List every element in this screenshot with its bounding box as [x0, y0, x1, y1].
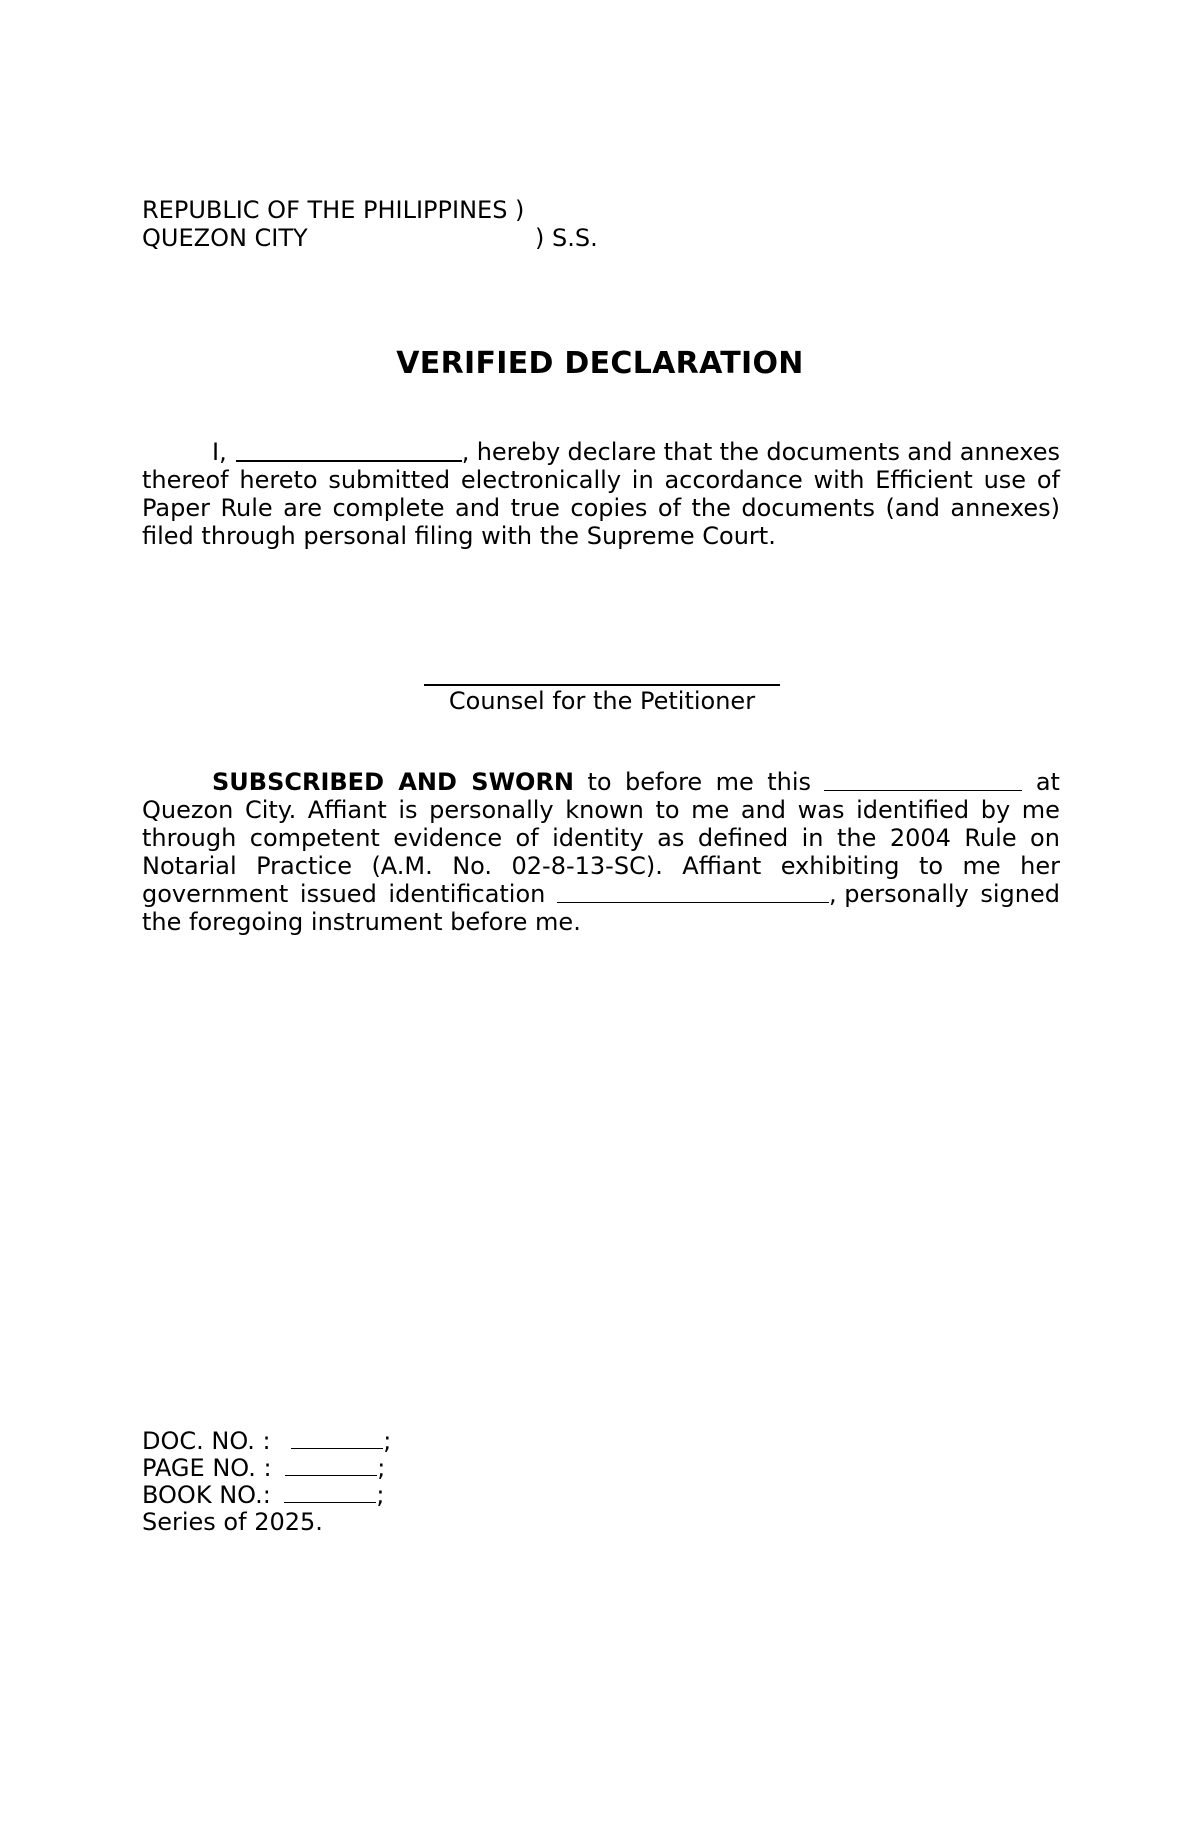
- jurat-l2-word-8: and: [740, 796, 787, 824]
- page-no-blank: [285, 1455, 377, 1476]
- declaration-pronoun: I,: [212, 438, 227, 466]
- signature-caption: Counsel for the Petitioner: [448, 687, 756, 715]
- declaration-line-1: [142, 438, 1060, 466]
- declaration-l3-word-5: true: [510, 494, 560, 522]
- jurat-l5-word-0: government: [142, 880, 289, 908]
- declaration-l1-fragment: documents: [766, 438, 900, 466]
- jurat-l1-end: at: [1035, 768, 1060, 796]
- declaration-l3-word-6: copies: [570, 494, 648, 522]
- declaration-l2-word-7: Efficient: [875, 466, 973, 494]
- jurat-l3-word-4: identity: [552, 824, 644, 852]
- page-no-row: [142, 1455, 391, 1482]
- jurat-l4-word-6: exhibiting: [780, 852, 900, 880]
- declaration-paragraph: [142, 438, 1060, 550]
- jurat-l3-word-1: competent: [249, 824, 380, 852]
- declaration-l1-fragment: ,: [461, 438, 470, 466]
- jurat-l4-word-8: me: [962, 852, 1001, 880]
- notarial-register-block: [142, 1428, 391, 1536]
- declarant-name-blank: [236, 438, 462, 462]
- declaration-l2-word-6: with: [813, 466, 865, 494]
- doc-no-blank: [291, 1428, 383, 1449]
- jurat-l2-word-11: by: [980, 796, 1011, 824]
- declaration-l1-rest: [462, 438, 1060, 466]
- jurat-l2-word-4: personally: [429, 796, 554, 824]
- declaration-l2-word-1: hereto: [239, 466, 318, 494]
- jurat-l3-word-6: defined: [697, 824, 789, 852]
- jurat-l2-word-10: identified: [856, 796, 970, 824]
- declaration-line-4: [142, 522, 1060, 550]
- declaration-l3-word-7: of: [657, 494, 682, 522]
- venue-city-text: QUEZON CITY: [142, 224, 308, 252]
- declaration-l2-word-4: in: [631, 466, 654, 494]
- jurat-l3-word-0: through: [142, 824, 237, 852]
- jurat-l1-word-1: before: [624, 768, 703, 796]
- declaration-l4-text: filed through personal filing with the Supreme Court.: [142, 522, 776, 550]
- declaration-l2-word-0: thereof: [142, 466, 229, 494]
- jurat-paragraph: [142, 768, 1060, 936]
- jurat-line-4: [142, 852, 1060, 880]
- jurat-l3-word-9: 2004: [889, 824, 951, 852]
- jurat-l4-word-4: 02-8-13-SC).: [511, 852, 663, 880]
- jurat-l2-word-7: me: [691, 796, 730, 824]
- jurat-l2-word-1: City.: [244, 796, 297, 824]
- declaration-l3-word-0: Paper: [142, 494, 210, 522]
- jurat-l4-word-2: (A.M.: [371, 852, 433, 880]
- jurat-line-5: [142, 880, 1060, 908]
- declaration-l3-word-2: are: [283, 494, 322, 522]
- declaration-l1-fragment: hereby: [476, 438, 561, 466]
- declaration-l3-word-9: documents: [741, 494, 875, 522]
- declaration-l1-fragment: the: [719, 438, 760, 466]
- page-no-terminator: ;: [377, 1454, 386, 1482]
- jurat-l2-word-5: known: [565, 796, 644, 824]
- venue-city: [142, 224, 742, 252]
- declaration-l2-word-5: accordance: [664, 466, 803, 494]
- jurat-l2-word-2: Affiant: [307, 796, 387, 824]
- doc-no-label: DOC. NO. :: [142, 1427, 271, 1455]
- doc-no-terminator: ;: [383, 1427, 392, 1455]
- jurat-l4-word-0: Notarial: [142, 852, 237, 880]
- document-title-text: VERIFIED DECLARATION: [396, 346, 804, 381]
- jurat-l2-word-3: is: [398, 796, 418, 824]
- jurat-l2-word-12: me: [1021, 796, 1060, 824]
- signature-block: [424, 684, 780, 715]
- declaration-l3-word-8: the: [691, 494, 731, 522]
- jurat-l5-word-2: identification: [388, 880, 546, 908]
- doc-no-row: [142, 1428, 391, 1455]
- jurat-l4-word-7: to: [919, 852, 944, 880]
- document-title: [0, 346, 1200, 381]
- venue-ss: ) S.S.: [535, 224, 598, 252]
- date-blank: [824, 768, 1022, 791]
- jurat-l3-word-3: of: [515, 824, 539, 852]
- declaration-l3-word-4: and: [455, 494, 501, 522]
- jurat-l3-word-11: on: [1030, 824, 1060, 852]
- jurat-l3-word-7: in: [801, 824, 824, 852]
- declaration-l3-word-10: (and: [885, 494, 940, 522]
- declaration-l2-word-2: submitted: [328, 466, 451, 494]
- jurat-l3-word-10: Rule: [964, 824, 1017, 852]
- declaration-l1-fragment: that: [663, 438, 713, 466]
- jurat-l1-word-3: this: [767, 768, 811, 796]
- declaration-l1-fragment: declare: [567, 438, 657, 466]
- jurat-l3-word-2: evidence: [393, 824, 503, 852]
- jurat-l4-word-1: Practice: [256, 852, 352, 880]
- jurat-l3-word-5: as: [657, 824, 685, 852]
- jurat-l4-word-3: No.: [452, 852, 493, 880]
- series-text: Series of 2025.: [142, 1508, 323, 1536]
- jurat-l2-word-9: was: [797, 796, 845, 824]
- declaration-line-3: [142, 494, 1060, 522]
- jurat-bold-heading: SUBSCRIBED AND SWORN: [212, 768, 575, 796]
- jurat-l4-word-5: Affiant: [682, 852, 762, 880]
- jurat-line-3: [142, 824, 1060, 852]
- declaration-l2-word-3: electronically: [460, 466, 622, 494]
- declaration-line-2: [142, 466, 1060, 494]
- jurat-line-6: [142, 908, 1060, 936]
- signature-line: [424, 684, 780, 686]
- identification-blank: [557, 880, 829, 903]
- venue-country: [142, 196, 742, 224]
- jurat-l5-word-1: issued: [299, 880, 377, 908]
- jurat-l3-word-8: the: [836, 824, 877, 852]
- book-no-label: BOOK NO.:: [142, 1481, 271, 1509]
- book-no-terminator: ;: [376, 1481, 385, 1509]
- declaration-l3-word-3: complete: [332, 494, 445, 522]
- venue-block: [142, 196, 742, 252]
- declaration-l1-fragment: annexes: [959, 438, 1060, 466]
- page-no-label: PAGE NO. :: [142, 1454, 272, 1482]
- jurat-l2-word-6: to: [655, 796, 680, 824]
- declaration-l2-word-9: of: [1036, 466, 1060, 494]
- declaration-l2-word-8: use: [983, 466, 1027, 494]
- book-no-row: [142, 1482, 391, 1509]
- series-row: [142, 1509, 391, 1536]
- declaration-l1-fragment: and: [907, 438, 953, 466]
- jurat-l1-word-2: me: [715, 768, 754, 796]
- declaration-l3-word-11: annexes): [950, 494, 1060, 522]
- jurat-l4-word-9: her: [1020, 852, 1060, 880]
- book-no-blank: [284, 1482, 376, 1503]
- jurat-l2-word-0: Quezon: [142, 796, 234, 824]
- jurat-l6-text: the foregoing instrument before me.: [142, 908, 581, 936]
- jurat-l5-word-3: , personally: [828, 880, 969, 908]
- jurat-line-2: [142, 796, 1060, 824]
- jurat-l5-word-4: signed: [980, 880, 1060, 908]
- jurat-l1-word-0: to: [587, 768, 612, 796]
- venue-country-text: REPUBLIC OF THE PHILIPPINES ): [142, 196, 525, 224]
- declaration-l3-word-1: Rule: [220, 494, 273, 522]
- jurat-line-1: [142, 768, 1060, 796]
